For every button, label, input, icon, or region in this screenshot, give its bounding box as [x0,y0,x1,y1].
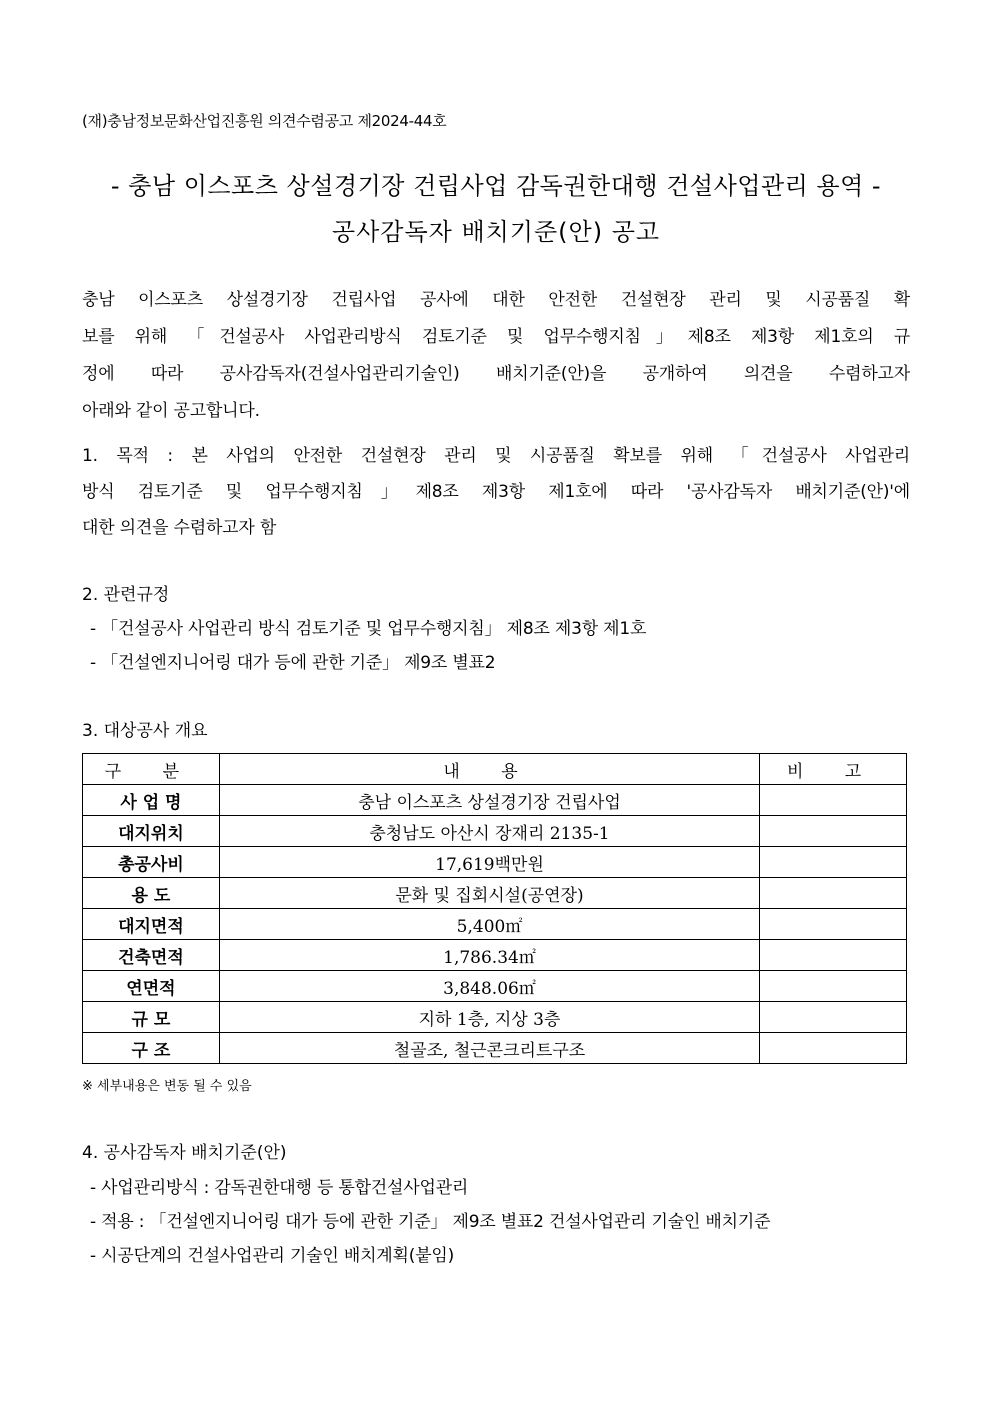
intro-line: 보를 위해 「건설공사 사업관리방식 검토기준 및 업무수행지침」제8조 제3항 제1호의 규 [82,327,910,347]
table-row [83,1033,907,1064]
row-label: 구 조 [83,1033,220,1064]
intro-paragraph [82,282,910,430]
row-note [760,878,907,909]
header-category: 구 분 [83,754,220,785]
regulation-item: - 「건설엔지니어링 대가 등에 관한 기준」 제9조 별표2 [90,653,496,673]
table-row [83,816,907,847]
row-note [760,847,907,878]
notice-number: (재)충남정보문화산업진흥원 의견수렴공고 제2024-44호 [82,112,447,130]
row-content: 문화 및 집회시설(공연장) [219,878,759,909]
row-note [760,816,907,847]
intro-line: 충남 이스포츠 상설경기장 건립사업 공사에 대한 안전한 건설현장 관리 및 시공품질 확 [82,290,910,310]
section-regulations-heading: 2. 관련규정 [82,585,170,605]
row-label: 총공사비 [83,847,220,878]
regulation-item: - 「건설공사 사업관리 방식 검토기준 및 업무수행지침」 제8조 제3항 제1호 [90,619,647,639]
table-footnote: ※ 세부내용은 변동 될 수 있음 [82,1079,252,1094]
table-row [83,940,907,971]
intro-line: 정에 따라 공사감독자(건설사업관리기술인) 배치기준(안)을 공개하여 의견을 수렴하고자 [82,364,910,384]
intro-line: 아래와 같이 공고합니다. [82,401,260,421]
purpose-line: 방식 검토기준 및 업무수행지침」제8조 제3항 제1호에 따라 '공사감독자 배치기준(안)'에 [82,482,910,502]
table-row [83,1002,907,1033]
row-label: 대지위치 [83,816,220,847]
row-label: 건축면적 [83,940,220,971]
criteria-item: - 시공단계의 건설사업관리 기술인 배치계획(붙임) [90,1246,455,1266]
project-overview-table [82,753,907,1064]
row-note [760,909,907,940]
title-line-1: - 충남 이스포츠 상설경기장 건립사업 감독권한대행 건설사업관리 용역 - [110,172,882,200]
row-note [760,1002,907,1033]
table-header-row [83,754,907,785]
row-note [760,940,907,971]
row-content: 충남 이스포츠 상설경기장 건립사업 [219,785,759,816]
row-label: 연면적 [83,971,220,1002]
header-remarks: 비 고 [760,754,907,785]
table-row [83,909,907,940]
criteria-item: - 사업관리방식 : 감독권한대행 등 통합건설사업관리 [90,1178,469,1198]
row-label: 대지면적 [83,909,220,940]
row-label: 규 모 [83,1002,220,1033]
table-row [83,971,907,1002]
purpose-line: 1. 목적 : 본 사업의 안전한 건설현장 관리 및 시공품질 확보를 위해 「건설공사 사업관리 [82,446,910,466]
row-note [760,1033,907,1064]
row-content: 5,400㎡ [219,909,759,940]
row-content: 1,786.34㎡ [219,940,759,971]
row-content: 지하 1층, 지상 3층 [219,1002,759,1033]
row-label: 사 업 명 [83,785,220,816]
criteria-item: - 적용 : 「건설엔지니어링 대가 등에 관한 기준」 제9조 별표2 건설사업관리 기술인 배치기준 [90,1212,771,1232]
row-note [760,971,907,1002]
section-criteria-heading: 4. 공사감독자 배치기준(안) [82,1143,287,1163]
table-row [83,785,907,816]
section-overview-heading: 3. 대상공사 개요 [82,721,208,741]
purpose-line: 대한 의견을 수렴하고자 함 [82,518,277,538]
table-row [83,847,907,878]
row-content: 철골조, 철근콘크리트구조 [219,1033,759,1064]
header-content: 내 용 [219,754,759,785]
row-content: 17,619백만원 [219,847,759,878]
table-row [83,878,907,909]
row-content: 충청남도 아산시 장재리 2135-1 [219,816,759,847]
row-label: 용 도 [83,878,220,909]
title-line-2: 공사감독자 배치기준(안) 공고 [331,218,661,246]
row-note [760,785,907,816]
row-content: 3,848.06㎡ [219,971,759,1002]
section-purpose [82,438,910,546]
